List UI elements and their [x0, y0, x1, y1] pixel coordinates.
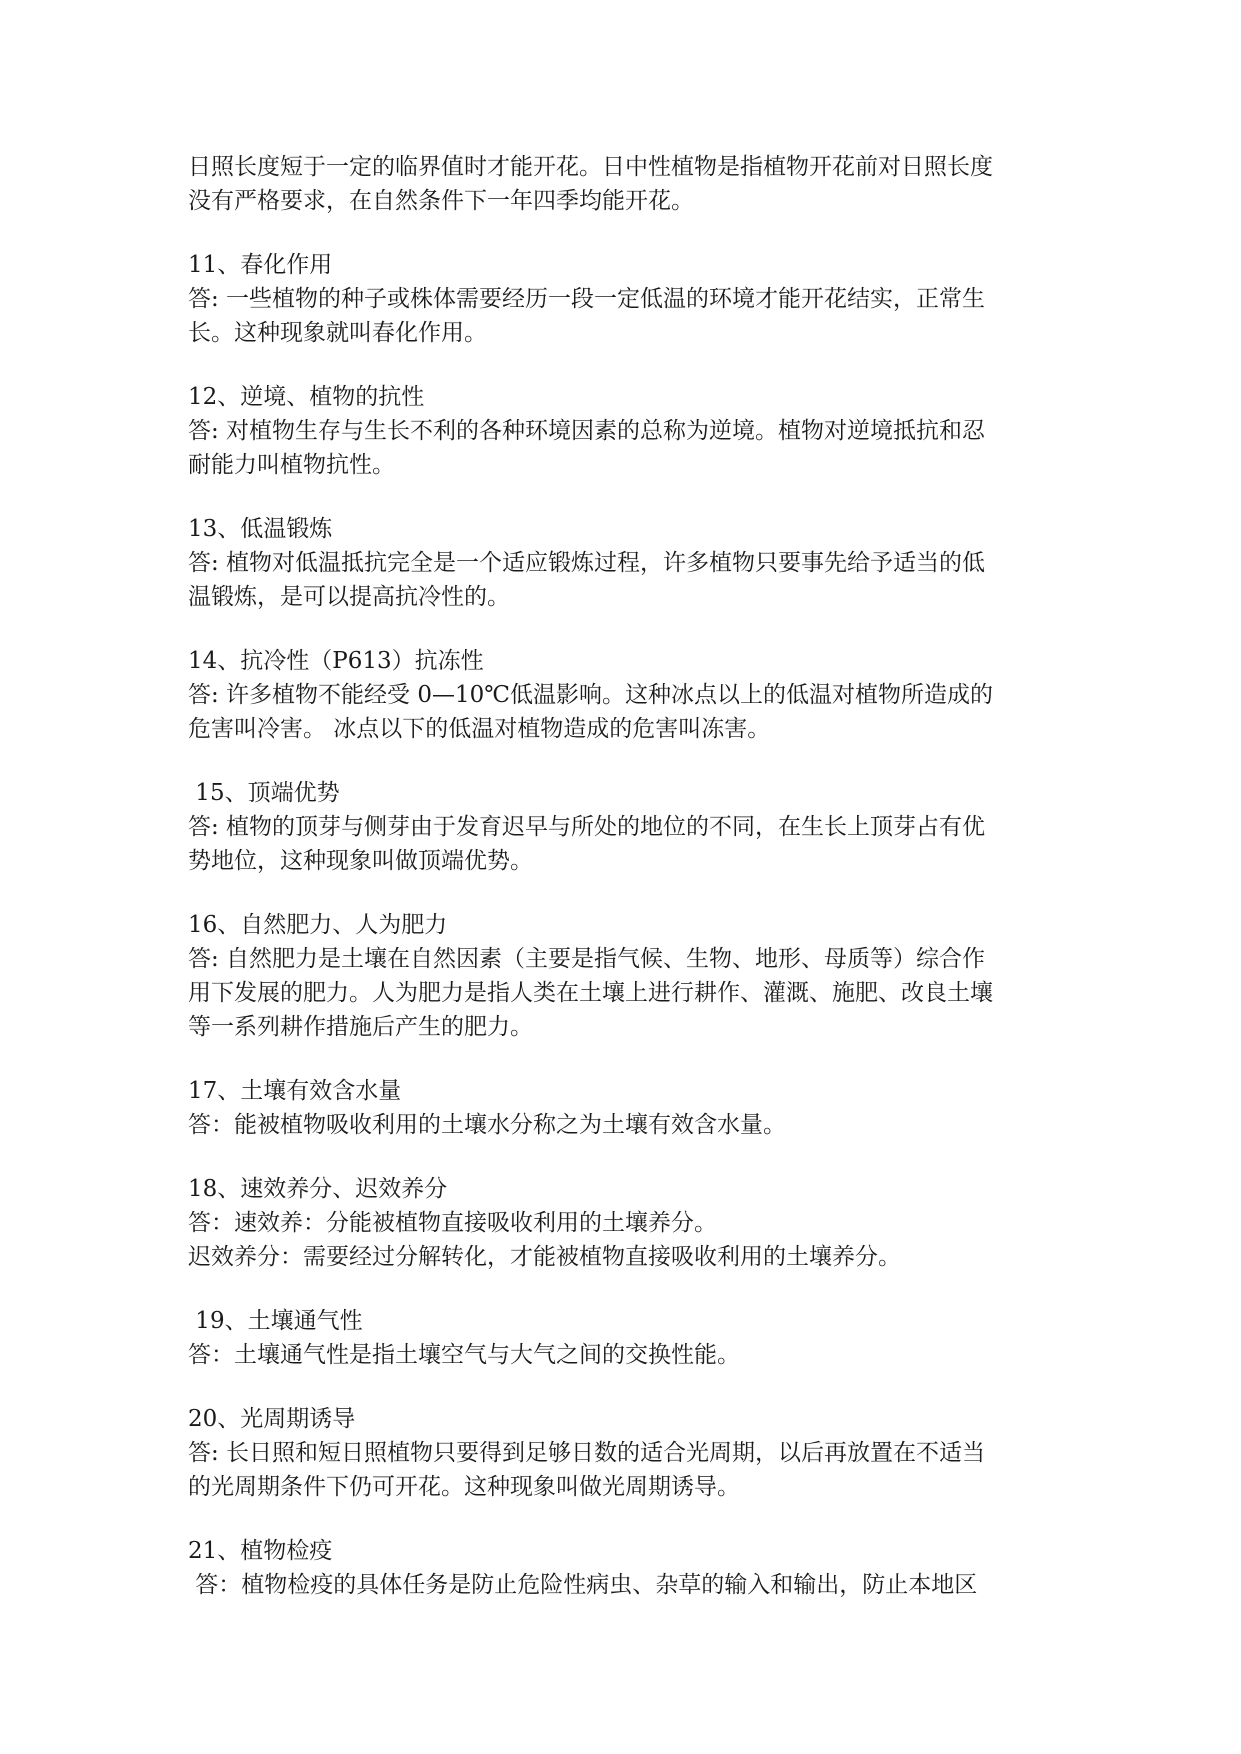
text-line: 日照长度短于一定的临界值时才能开花。日中性植物是指植物开花前对日照长度	[188, 154, 993, 180]
entry-18	[188, 1172, 1056, 1274]
answer-line: 势地位，这种现象叫做顶端优势。	[188, 848, 533, 874]
answer-line: 答: 对植物生存与生长不利的各种环境因素的总称为逆境。植物对逆境抵抗和忍	[188, 418, 986, 444]
entry-title: 17、土壤有效含水量	[188, 1078, 402, 1104]
entry-19	[188, 1304, 1056, 1372]
entry-20	[188, 1402, 1056, 1504]
entry-title: 18、速效养分、迟效养分	[188, 1176, 448, 1202]
answer-line: 用下发展的肥力。人为肥力是指人类在土壤上进行耕作、灌溉、施肥、改良土壤	[188, 980, 993, 1006]
answer-line: 耐能力叫植物抗性。	[188, 452, 395, 478]
answer-line: 长。这种现象就叫春化作用。	[188, 320, 487, 346]
entry-21	[188, 1534, 1056, 1602]
answer-line: 的光周期条件下仍可开花。这种现象叫做光周期诱导。	[188, 1474, 740, 1500]
intro-paragraph	[188, 150, 1056, 218]
entry-title: 12、逆境、植物的抗性	[188, 384, 425, 410]
entry-title: 21、植物检疫	[188, 1538, 333, 1564]
answer-line: 等一系列耕作措施后产生的肥力。	[188, 1014, 533, 1040]
answer-line: 危害叫冷害。 冰点以下的低温对植物造成的危害叫冻害。	[188, 716, 771, 742]
entry-title: 11、春化作用	[188, 252, 333, 278]
entry-14	[188, 644, 1056, 746]
document-body	[188, 150, 1056, 1602]
entry-title: 16、自然肥力、人为肥力	[188, 912, 448, 938]
answer-line: 答：能被植物吸收利用的土壤水分称之为土壤有效含水量。	[188, 1112, 786, 1138]
answer-line: 温锻炼，是可以提高抗冷性的。	[188, 584, 510, 610]
entry-11	[188, 248, 1056, 350]
entry-title: 15、顶端优势	[188, 780, 340, 806]
answer-line: 答: 一些植物的种子或株体需要经历一段一定低温的环境才能开花结实，正常生	[188, 286, 986, 312]
answer-line: 迟效养分：需要经过分解转化，才能被植物直接吸收利用的土壤养分。	[188, 1244, 901, 1270]
text-line: 没有严格要求，在自然条件下一年四季均能开花。	[188, 188, 694, 214]
entry-12	[188, 380, 1056, 482]
entry-title: 14、抗冷性（P613）抗冻性	[188, 648, 484, 674]
answer-line: 答: 植物的顶芽与侧芽由于发育迟早与所处的地位的不同，在生长上顶芽占有优	[188, 814, 986, 840]
answer-line: 答: 长日照和短日照植物只要得到足够日数的适合光周期，以后再放置在不适当	[188, 1440, 986, 1466]
answer-line: 答: 许多植物不能经受 0—10℃低温影响。这种冰点以上的低温对植物所造成的	[188, 682, 993, 708]
answer-line: 答：速效养：分能被植物直接吸收利用的土壤养分。	[188, 1210, 717, 1236]
entry-title: 20、光周期诱导	[188, 1406, 356, 1432]
entry-16	[188, 908, 1056, 1044]
entry-15	[188, 776, 1056, 878]
answer-line: 答：土壤通气性是指土壤空气与大气之间的交换性能。	[188, 1342, 740, 1368]
entry-title: 13、低温锻炼	[188, 516, 333, 542]
entry-title: 19、土壤通气性	[188, 1308, 363, 1334]
answer-line: 答: 自然肥力是土壤在自然因素（主要是指气候、生物、地形、母质等）综合作	[188, 946, 986, 972]
entry-13	[188, 512, 1056, 614]
answer-line: 答: 植物对低温抵抗完全是一个适应锻炼过程，许多植物只要事先给予适当的低	[188, 550, 986, 576]
entry-17	[188, 1074, 1056, 1142]
answer-line: 答：植物检疫的具体任务是防止危险性病虫、杂草的输入和输出，防止本地区	[188, 1572, 978, 1598]
